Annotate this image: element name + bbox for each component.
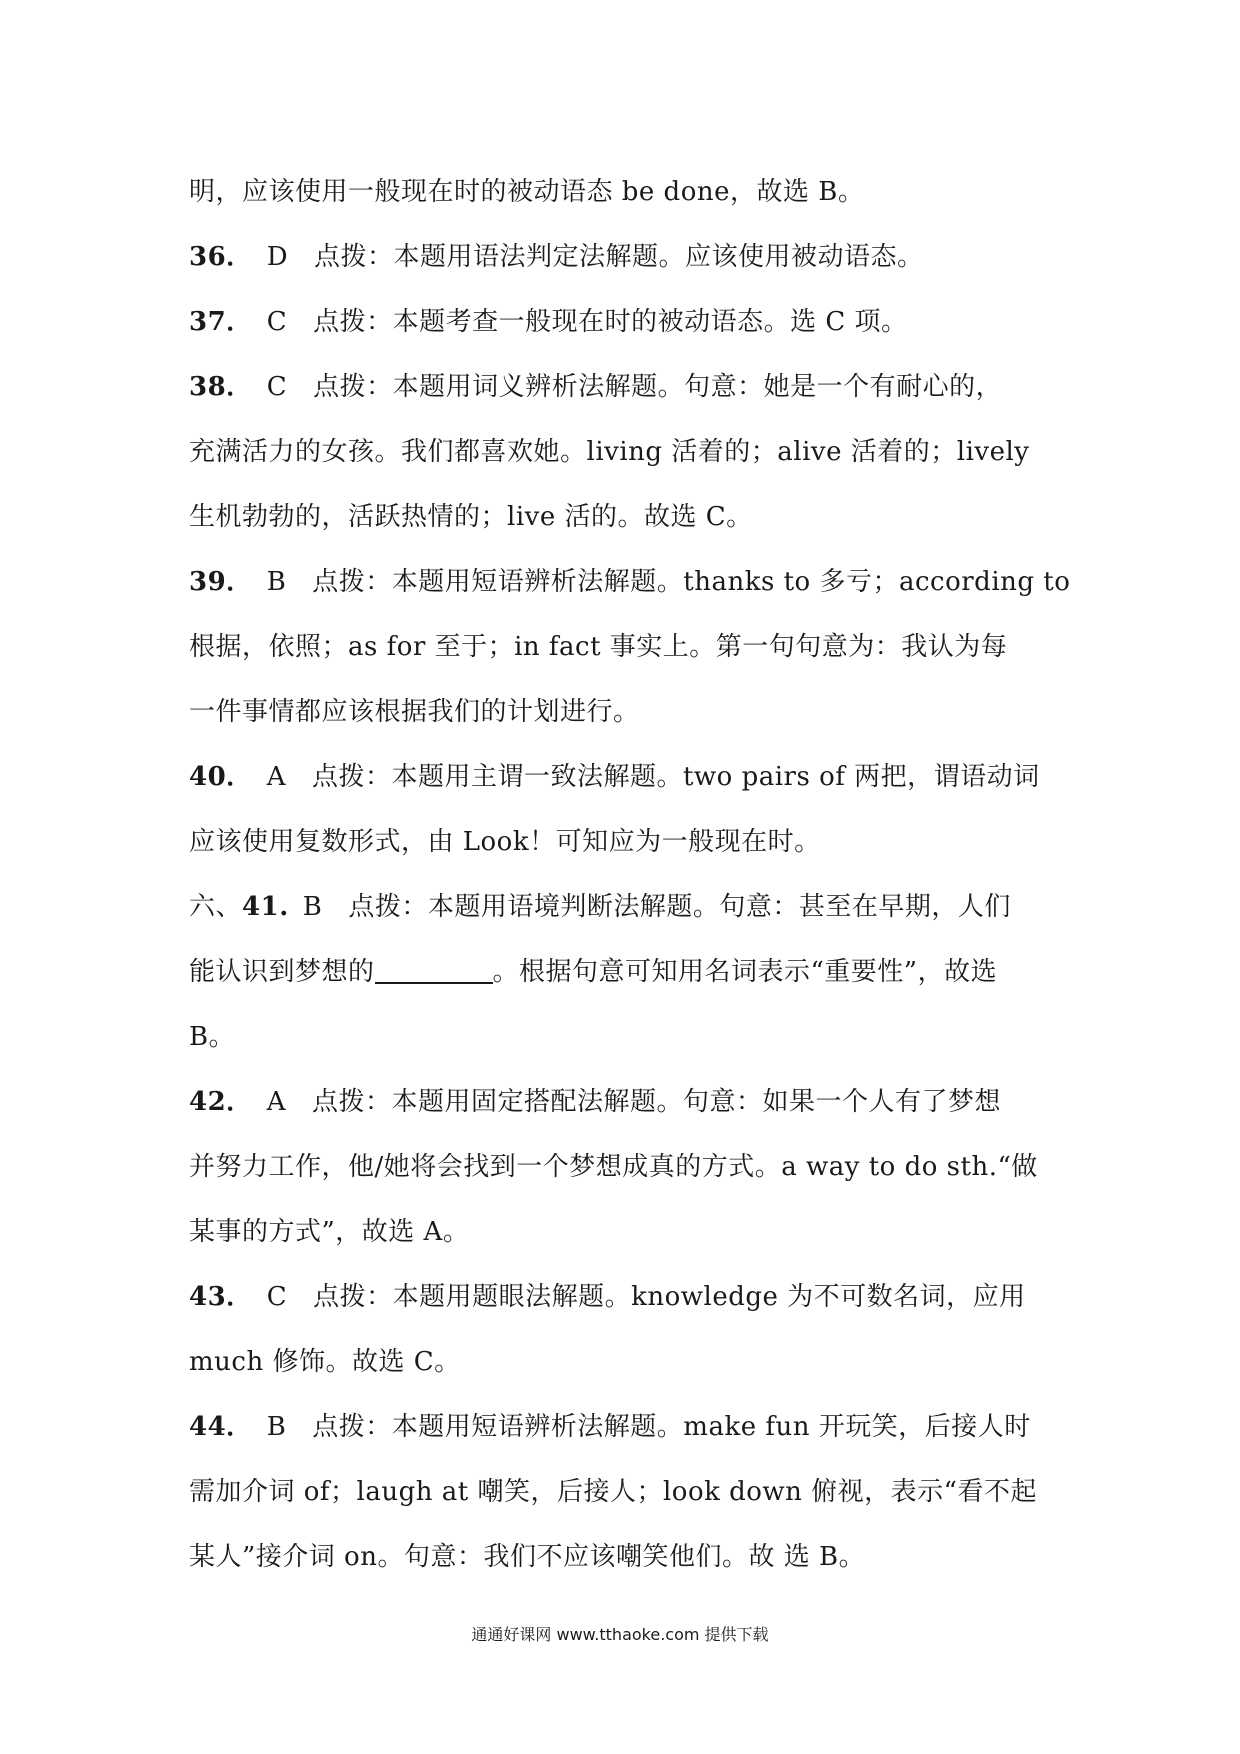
explanation-line <box>189 160 1059 225</box>
explanation-line <box>189 1200 1059 1265</box>
page-footer: 通通好课网 www.tthaoke.com 提供下载 <box>471 1625 769 1644</box>
explanation-text: 根据，依照；as for 至于；in fact 事实上。第一句句意为：我认为每 <box>189 632 1008 662</box>
explanation-text: 点拨：本题用语境判断法解题。句意：甚至在早期，人们 <box>348 892 1011 922</box>
question-number: 41. <box>242 892 289 922</box>
explanation-text: 点拨：本题用固定搭配法解题。句意：如果一个人有了梦想 <box>311 1087 1001 1117</box>
question-explanation-line <box>189 745 1059 810</box>
explanation-text: B。 <box>189 1022 236 1052</box>
question-explanation-line <box>189 1395 1059 1460</box>
explanation-text: 点拨：本题考查一般现在时的被动语态。选 C 项。 <box>313 307 908 337</box>
question-number: 43． <box>189 1282 253 1312</box>
question-explanation-line <box>189 290 1059 355</box>
answer-letter: C <box>266 307 288 337</box>
question-number: 38． <box>189 372 253 402</box>
question-explanation-line <box>189 550 1071 615</box>
answer-letter: C <box>266 1282 288 1312</box>
explanation-text: 需加介词 of；laugh at 嘲笑，后接人；look down 俯视，表示“看不起 <box>189 1477 1037 1507</box>
explanation-text: 能认识到梦想的 <box>189 957 375 987</box>
answer-letter: B <box>266 1412 287 1442</box>
explanation-line <box>189 420 1059 485</box>
explanation-text: 一件事情都应该根据我们的计划进行。 <box>189 697 640 727</box>
explanation-line <box>189 1135 1059 1200</box>
explanation-line <box>189 1460 1059 1525</box>
answer-letter: A <box>266 762 286 792</box>
explanation-text: 某事的方式”，故选 A。 <box>189 1217 470 1247</box>
explanation-text: 点拨：本题用主谓一致法解题。two pairs of 两把，谓语动词 <box>311 762 1040 792</box>
explanation-text: 点拨：本题用短语辨析法解题。make fun 开玩笑，后接人时 <box>312 1412 1031 1442</box>
explanation-text: 点拨：本题用题眼法解题。knowledge 为不可数名词，应用 <box>313 1282 1026 1312</box>
explanation-text: 明，应该使用一般现在时的被动语态 be done，故选 B。 <box>189 177 865 207</box>
explanation-text: 生机勃勃的，活跃热情的；live 活的。故选 C。 <box>189 502 753 532</box>
question-explanation-line <box>189 1265 1059 1330</box>
explanation-line <box>189 615 1059 680</box>
question-explanation-line <box>189 225 1059 290</box>
question-explanation-line <box>189 875 1059 940</box>
question-number: 37． <box>189 307 253 337</box>
explanation-line <box>189 810 1059 875</box>
explanation-text: 充满活力的女孩。我们都喜欢她。living 活着的；alive 活着的；lively <box>189 437 1030 467</box>
explanation-text: 点拨：本题用语法判定法解题。应该使用被动语态。 <box>314 242 924 272</box>
section-prefix: 六、 <box>189 892 243 922</box>
explanation-text: 并努力工作，他/她将会找到一个梦想成真的方式。a way to do sth.“做 <box>189 1152 1038 1182</box>
answer-letter: B <box>266 567 287 597</box>
question-number: 40． <box>189 762 253 792</box>
answer-explanations <box>189 160 1071 1590</box>
answer-letter: C <box>266 372 288 402</box>
explanation-line <box>189 1525 1059 1590</box>
question-number: 44． <box>189 1412 253 1442</box>
fill-in-blank <box>375 956 493 984</box>
question-explanation-line <box>189 355 1059 420</box>
explanation-text: 点拨：本题用词义辨析法解题。句意：她是一个有耐心的， <box>313 372 1003 402</box>
explanation-line <box>189 485 1059 550</box>
answer-letter: A <box>266 1087 286 1117</box>
explanation-text: 点拨：本题用短语辨析法解题。thanks to 多亏；according to <box>312 567 1071 597</box>
question-number: 39． <box>189 567 253 597</box>
explanation-line <box>189 1005 1059 1070</box>
question-explanation-line <box>189 1070 1059 1135</box>
explanation-line <box>189 680 1059 745</box>
explanation-text: much 修饰。故选 C。 <box>189 1347 461 1377</box>
explanation-text: 某人”接介词 on。句意：我们不应该嘲笑他们。故 选 B。 <box>189 1542 866 1572</box>
explanation-text-after-blank: 。根据句意可知用名词表示“重要性”，故选 <box>492 957 998 987</box>
explanation-text: 应该使用复数形式，由 Look！可知应为一般现在时。 <box>189 827 821 857</box>
question-number: 42． <box>189 1087 253 1117</box>
question-number: 36． <box>189 242 253 272</box>
answer-letter: B <box>302 892 323 922</box>
explanation-line <box>189 940 1059 1005</box>
explanation-line <box>189 1330 1059 1395</box>
answer-letter: D <box>266 242 289 272</box>
